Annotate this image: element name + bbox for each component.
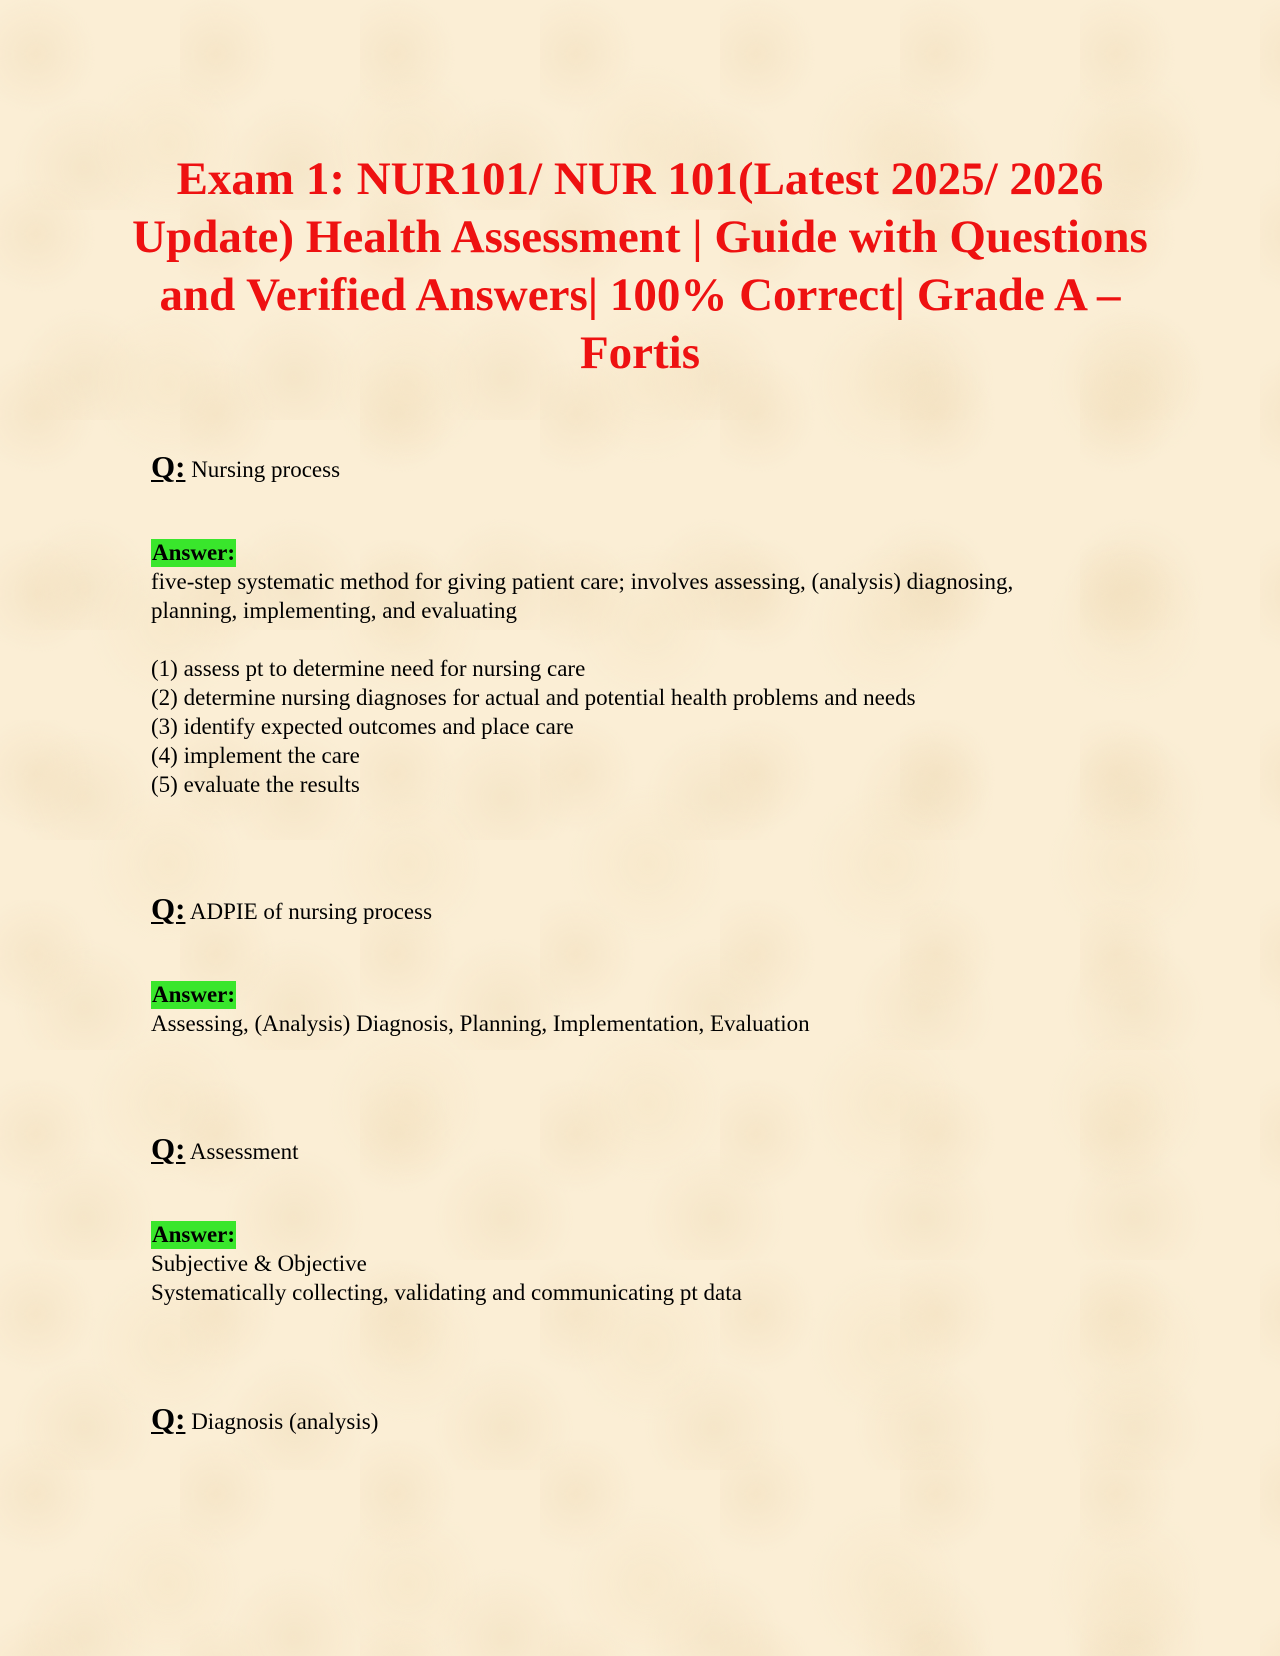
qa-item — [151, 1401, 1151, 1437]
answer-line: five-step systematic method for giving patient care; involves assessing, (analysis) diagnosing, — [151, 569, 1014, 594]
question-line — [151, 449, 1151, 485]
answer-line: Systematically collecting, validating and communicating pt data — [151, 1280, 742, 1305]
answer-label: Answer: — [152, 982, 236, 1007]
answer-text — [151, 567, 1151, 799]
document-title: Exam 1: NUR101/ NUR 101(Latest 2025/ 2026 Update) Health Assessment | Guide with Questions and Verified Answers| 100% Correct| Grade A – Fortis — [132, 153, 1148, 379]
question-label: Q: — [151, 449, 186, 484]
question-label: Q: — [151, 891, 186, 926]
answer-text — [151, 1009, 1151, 1038]
step-item: (1) assess pt to determine need for nursing care — [151, 656, 586, 681]
question-line — [151, 891, 1151, 927]
qa-item — [151, 449, 1151, 799]
answer-line: planning, implementing, and evaluating — [151, 598, 518, 623]
question-text: ADPIE of nursing process — [189, 899, 433, 924]
answer-label: Answer: — [152, 540, 236, 565]
qa-item — [151, 1131, 1151, 1307]
question-line — [151, 1401, 1151, 1437]
question-text: Diagnosis (analysis) — [191, 1409, 379, 1434]
steps-list — [151, 654, 1151, 799]
question-text: Nursing process — [191, 457, 341, 482]
step-item: (2) determine nursing diagnoses for actual and potential health problems and needs — [151, 685, 916, 710]
question-line — [151, 1131, 1151, 1167]
question-label: Q: — [151, 1131, 186, 1166]
answer-text — [151, 1249, 1151, 1307]
answer-line: Assessing, (Analysis) Diagnosis, Planning, Implementation, Evaluation — [151, 1011, 810, 1036]
step-item: (5) evaluate the results — [151, 772, 360, 797]
step-item: (4) implement the care — [151, 743, 360, 768]
answer-line: Subjective & Objective — [151, 1251, 367, 1276]
qa-item — [151, 891, 1151, 1038]
step-item: (3) identify expected outcomes and place care — [151, 714, 574, 739]
question-text: Assessment — [189, 1139, 299, 1164]
answer-label: Answer: — [152, 1222, 236, 1247]
question-label: Q: — [151, 1401, 186, 1436]
